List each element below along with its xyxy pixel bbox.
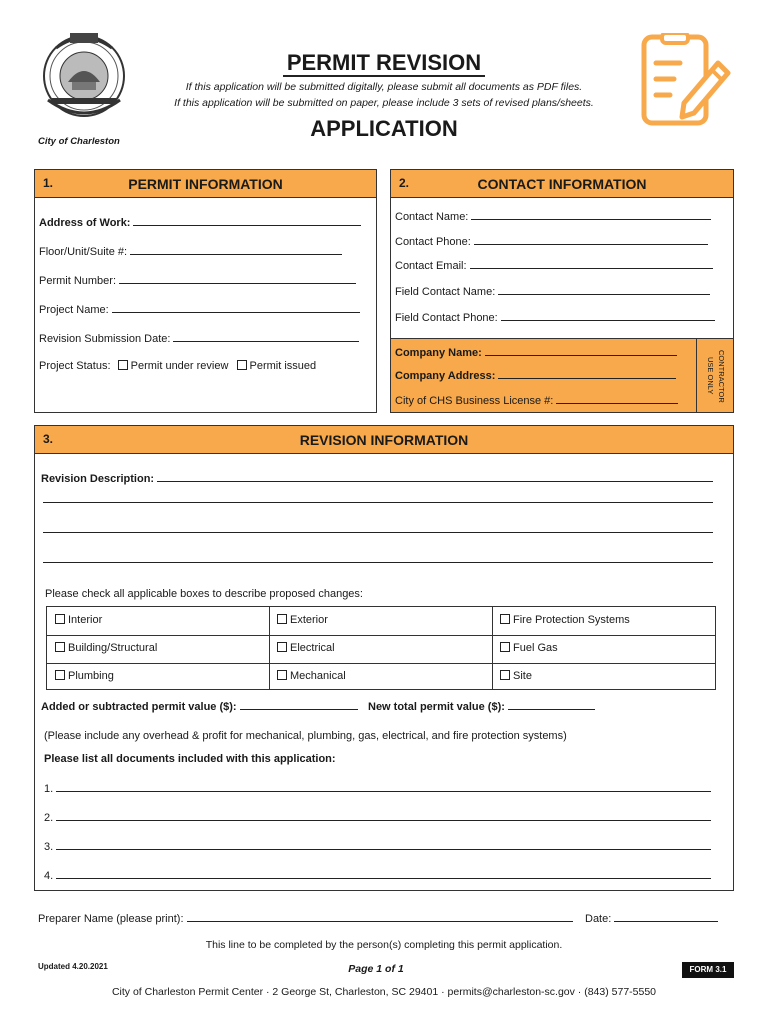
plumbing-option[interactable] xyxy=(47,663,114,691)
field-label: Contact Phone: xyxy=(395,236,471,248)
form-number-badge: FORM 3.1 xyxy=(682,962,734,978)
new-total-value-field[interactable] xyxy=(368,700,595,713)
section-header xyxy=(35,170,376,198)
field-label: Contact Name: xyxy=(395,211,469,223)
option-label: Interior xyxy=(68,614,103,626)
option-label: Plumbing xyxy=(68,670,114,682)
line-number: 4. xyxy=(44,870,54,882)
option-label: Site xyxy=(513,670,532,682)
document-line-3[interactable] xyxy=(44,840,711,853)
line-number: 2. xyxy=(44,812,54,824)
field-label: Address of Work: xyxy=(39,217,131,229)
site-option[interactable] xyxy=(492,663,532,691)
form-title-text: PERMIT REVISION xyxy=(283,50,485,77)
exterior-option[interactable] xyxy=(269,607,328,635)
revision-submission-date-field[interactable] xyxy=(39,332,359,345)
check-prompt: Please check all applicable boxes to describe proposed changes: xyxy=(45,588,363,600)
option-label: Exterior xyxy=(290,614,328,626)
field-label: City of CHS Business License #: xyxy=(395,395,554,407)
permit-under-review-checkbox[interactable] xyxy=(118,360,128,370)
field-label: Date: xyxy=(585,913,612,925)
permit-information-section xyxy=(34,169,377,413)
permit-number-field[interactable] xyxy=(39,274,356,287)
city-seal-logo xyxy=(34,30,134,126)
mechanical-checkbox[interactable] xyxy=(277,670,287,680)
field-label: Permit Number: xyxy=(39,275,117,287)
option-label: Building/Structural xyxy=(68,642,158,654)
contractor-use-only-label: CONTRACTOR USE ONLY xyxy=(706,349,726,403)
option-label: Mechanical xyxy=(290,670,346,682)
field-label: Project Name: xyxy=(39,304,109,316)
line-number: 1. xyxy=(44,783,54,795)
project-status-label: Project Status: xyxy=(39,360,111,372)
contractor-use-only-tab xyxy=(696,338,733,412)
company-address-field[interactable] xyxy=(395,369,676,382)
city-label: City of Charleston xyxy=(38,136,120,147)
checkbox-label: Permit issued xyxy=(249,360,317,372)
completion-note: This line to be completed by the person(s) completing this permit application. xyxy=(205,939,563,951)
description-line[interactable] xyxy=(43,502,713,503)
section-title: PERMIT INFORMATION xyxy=(128,176,283,192)
contractor-fields-band xyxy=(391,338,696,412)
contact-email-field[interactable] xyxy=(395,259,713,272)
documents-list-label: Please list all documents included with this application: xyxy=(44,753,336,765)
section-number: 1. xyxy=(43,176,54,190)
overhead-note: (Please include any overhead & profit for mechanical, plumbing, gas, electrical, and fire protection systems) xyxy=(44,730,567,742)
updated-date: Updated 4.20.2021 xyxy=(38,962,108,971)
revision-description-field[interactable] xyxy=(41,472,713,485)
footer-contact-address: City of Charleston Permit Center · 2 George St, Charleston, SC 29401 · permits@charleston-sc.gov · (843) 577-5550 xyxy=(111,986,657,998)
line-number: 3. xyxy=(44,841,54,853)
electrical-option[interactable] xyxy=(269,635,335,663)
form-subtitle: APPLICATION xyxy=(310,116,458,141)
document-line-4[interactable] xyxy=(44,869,711,882)
section-title: REVISION INFORMATION xyxy=(299,432,469,448)
interior-option[interactable] xyxy=(47,607,102,635)
change-type-grid xyxy=(46,606,716,690)
section-number: 2. xyxy=(399,176,410,190)
site-checkbox[interactable] xyxy=(500,670,510,680)
field-label: Revision Description: xyxy=(41,473,155,485)
option-label: Fire Protection Systems xyxy=(513,614,630,626)
field-label: Contact Email: xyxy=(395,260,467,272)
field-contact-phone-field[interactable] xyxy=(395,311,715,324)
contact-name-field[interactable] xyxy=(395,210,711,223)
field-contact-name-field[interactable] xyxy=(395,285,710,298)
floor-unit-suite-field[interactable] xyxy=(39,245,342,258)
field-label: Company Address: xyxy=(395,370,496,382)
fuel-gas-checkbox[interactable] xyxy=(500,642,510,652)
added-subtracted-value-field[interactable] xyxy=(41,700,358,713)
contact-information-section xyxy=(390,169,734,413)
preparer-name-field[interactable] xyxy=(38,912,573,925)
electrical-checkbox[interactable] xyxy=(277,642,287,652)
field-label: Company Name: xyxy=(395,347,482,359)
section-title: CONTACT INFORMATION xyxy=(477,176,647,192)
permit-issued-checkbox[interactable] xyxy=(237,360,247,370)
business-license-field[interactable] xyxy=(395,394,678,407)
field-label: Preparer Name (please print): xyxy=(38,913,184,925)
mechanical-option[interactable] xyxy=(269,663,346,691)
checkbox-label: Permit under review xyxy=(130,360,229,372)
field-label: Field Contact Phone: xyxy=(395,312,498,324)
exterior-checkbox[interactable] xyxy=(277,614,287,624)
section-header xyxy=(35,426,733,454)
description-line[interactable] xyxy=(43,562,713,563)
paper-submission-note: If this application will be submitted on paper, please include 3 sets of revised plans/sheets. xyxy=(174,97,594,109)
company-name-field[interactable] xyxy=(395,346,677,359)
field-label: Added or subtracted permit value ($): xyxy=(41,701,237,713)
section-number: 3. xyxy=(43,432,54,446)
fuel-gas-option[interactable] xyxy=(492,635,558,663)
interior-checkbox[interactable] xyxy=(55,614,65,624)
project-status-row xyxy=(39,360,316,372)
plumbing-checkbox[interactable] xyxy=(55,670,65,680)
field-label: Field Contact Name: xyxy=(395,286,496,298)
field-label: Floor/Unit/Suite #: xyxy=(39,246,128,258)
document-edit-icon xyxy=(640,33,732,129)
option-label: Electrical xyxy=(290,642,335,654)
contact-phone-field[interactable] xyxy=(395,235,708,248)
address-of-work-field[interactable] xyxy=(39,216,361,229)
field-label: New total permit value ($): xyxy=(368,701,505,713)
project-name-field[interactable] xyxy=(39,303,360,316)
digital-submission-note: If this application will be submitted digitally, please submit all documents as PDF files. xyxy=(185,81,583,93)
document-line-1[interactable] xyxy=(44,782,711,795)
building-structural-option[interactable] xyxy=(47,635,157,663)
building-structural-checkbox[interactable] xyxy=(55,642,65,652)
date-field[interactable] xyxy=(585,912,718,925)
section-header xyxy=(391,170,733,198)
fire-protection-option[interactable] xyxy=(492,607,630,635)
fire-protection-checkbox[interactable] xyxy=(500,614,510,624)
page-number: Page 1 of 1 xyxy=(348,963,404,975)
description-line[interactable] xyxy=(43,532,713,533)
field-label: Revision Submission Date: xyxy=(39,333,171,345)
option-label: Fuel Gas xyxy=(513,642,558,654)
document-line-2[interactable] xyxy=(44,811,711,824)
